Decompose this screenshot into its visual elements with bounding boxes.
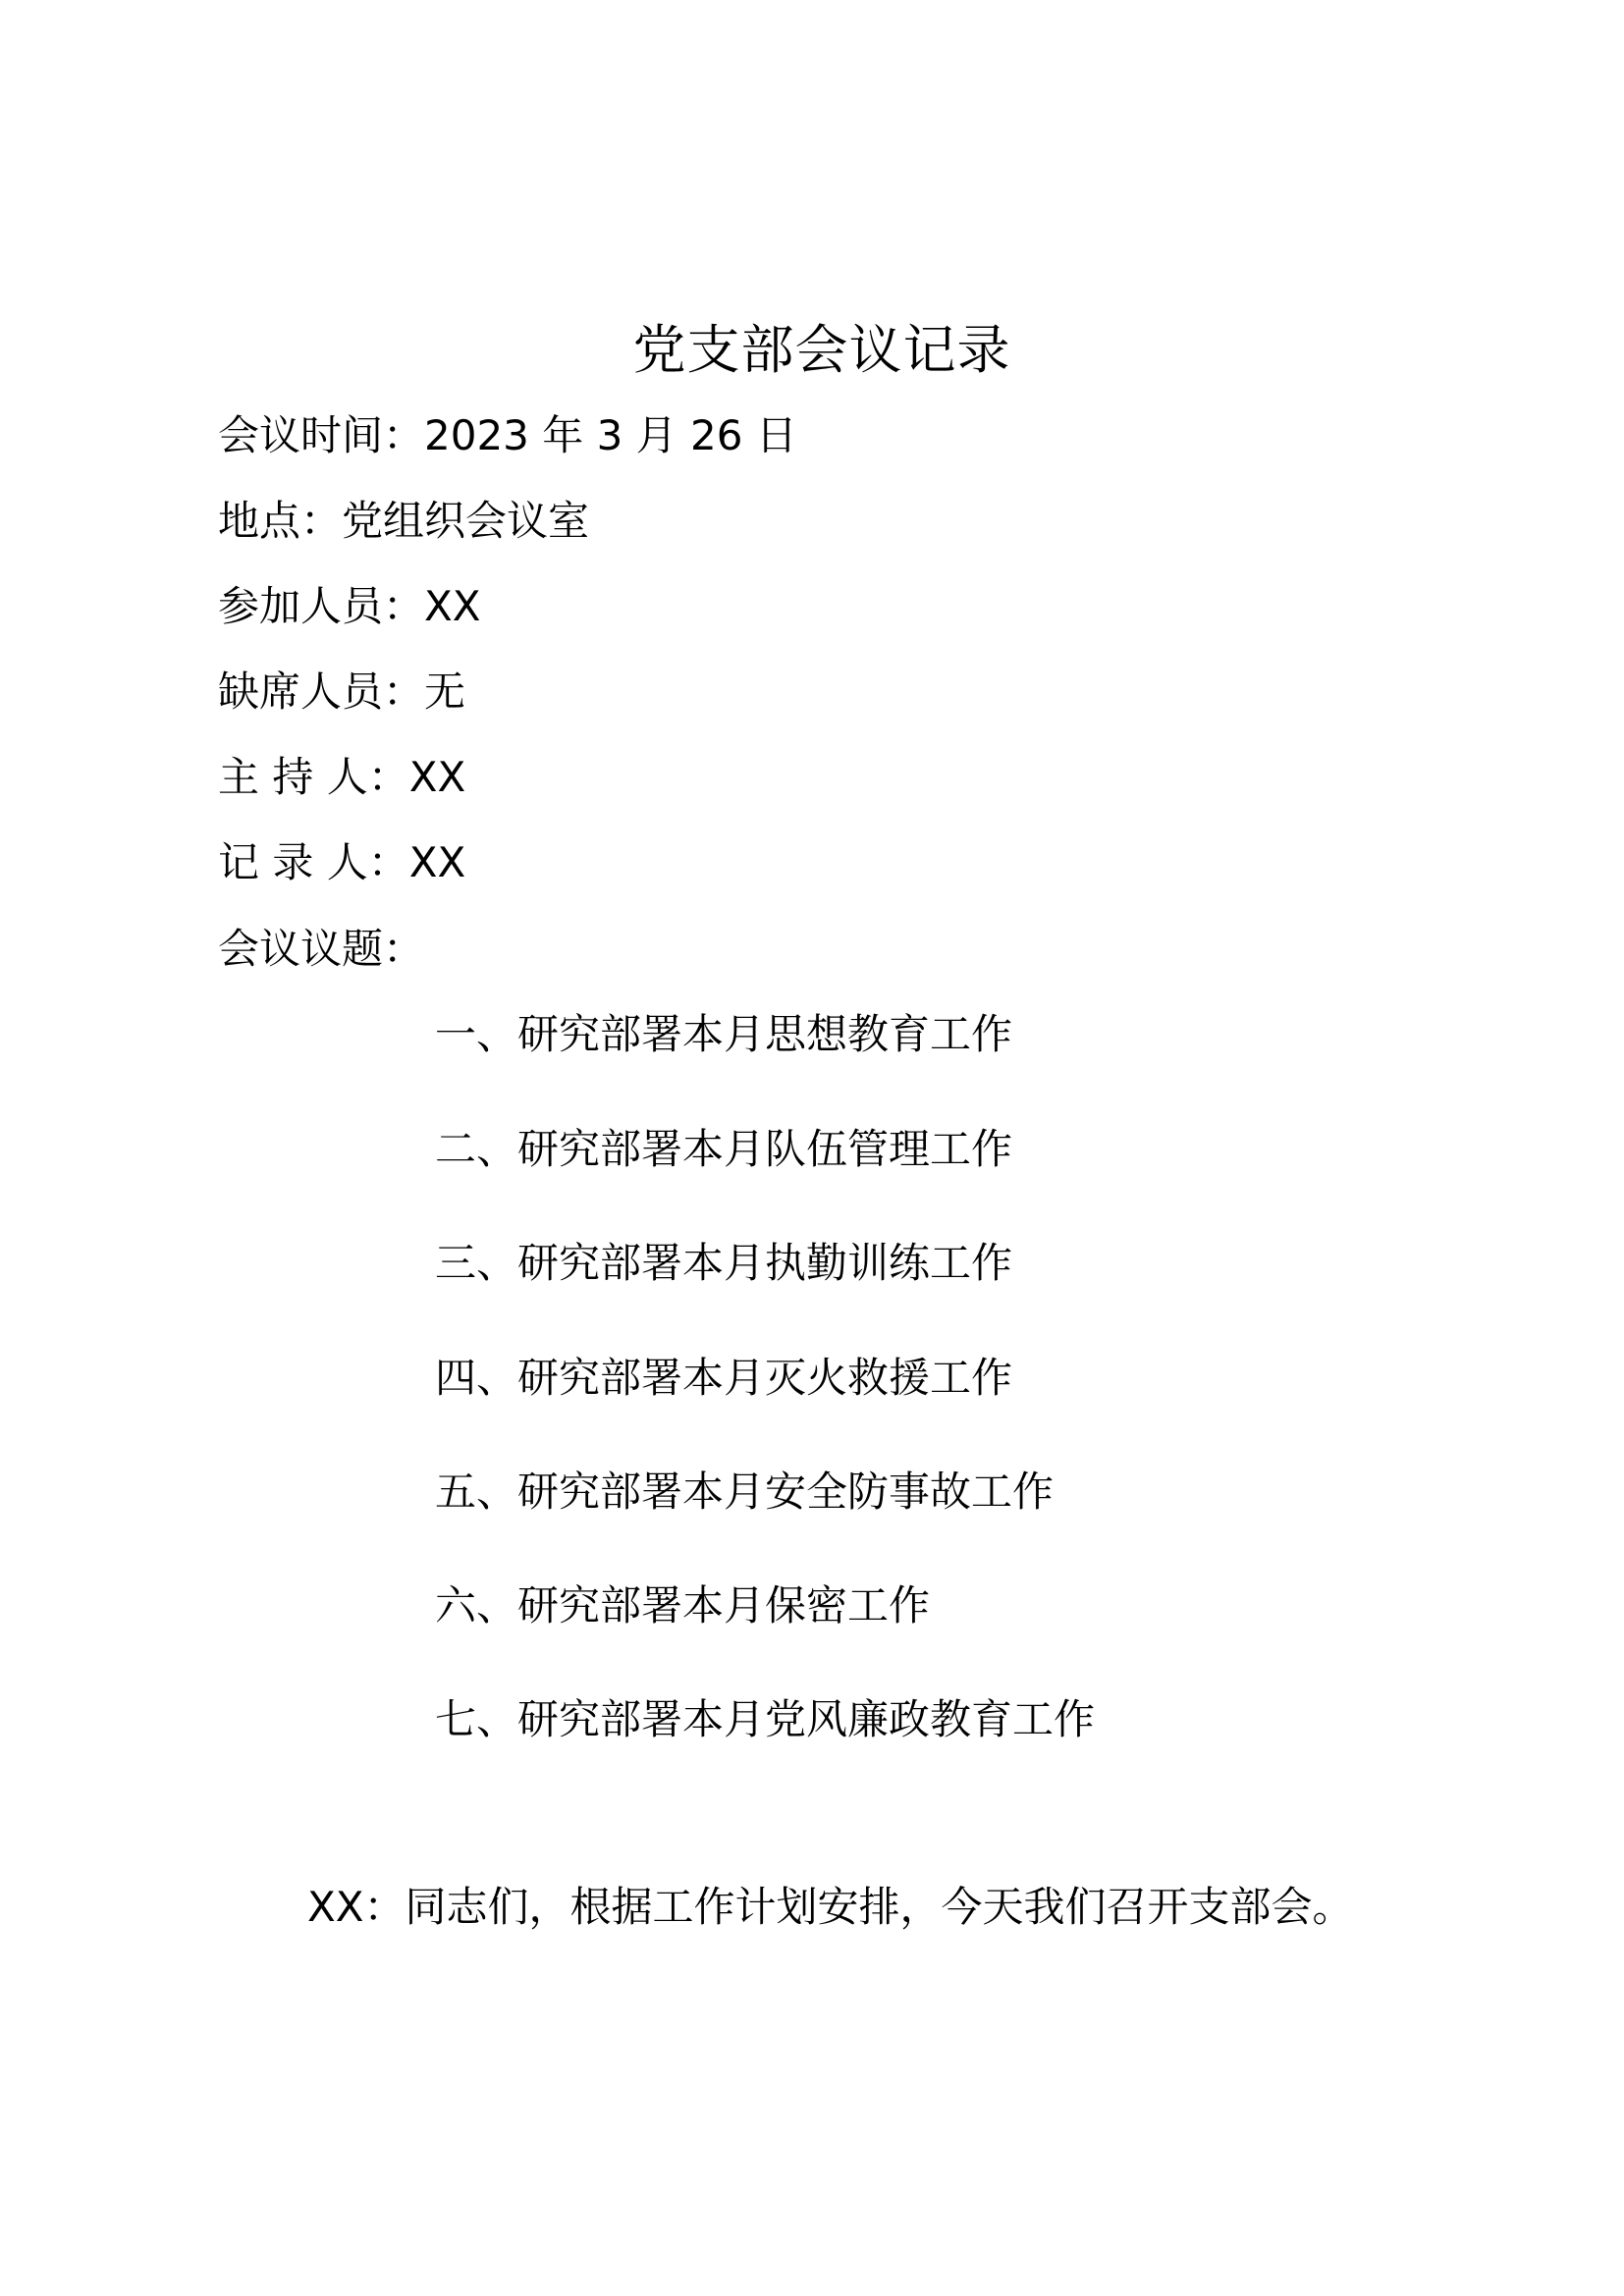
field-label: 地点： xyxy=(218,497,343,545)
agenda-item: 七、研究部署本月党风廉政教育工作 xyxy=(435,1695,1096,1743)
field-recorder xyxy=(218,838,465,887)
agenda-item: 六、研究部署本月保密工作 xyxy=(435,1581,931,1629)
field-attendees xyxy=(218,582,481,631)
field-meeting-time xyxy=(218,411,797,460)
document-title: 党支部会议记录 xyxy=(632,319,1011,381)
field-value: XX xyxy=(408,753,466,801)
field-label: 参加人员： xyxy=(218,582,425,630)
field-label: 主 持 人： xyxy=(218,753,409,801)
body-paragraph: XX：同志们，根据工作计划安排，今天我们召开支部会。 xyxy=(307,1883,1354,1931)
field-value: 2023 年 3 月 26 日 xyxy=(424,411,797,459)
agenda-item: 五、研究部署本月安全防事故工作 xyxy=(435,1468,1055,1516)
field-host xyxy=(218,753,465,802)
field-label: 缺席人员： xyxy=(218,667,425,716)
field-value: 党组织会议室 xyxy=(342,497,590,545)
field-agenda-heading xyxy=(218,925,424,974)
agenda-item: 三、研究部署本月执勤训练工作 xyxy=(435,1239,1013,1287)
field-label: 会议议题： xyxy=(218,925,425,973)
field-label: 记 录 人： xyxy=(218,838,409,886)
agenda-item: 一、研究部署本月思想教育工作 xyxy=(435,1010,1013,1058)
field-value: XX xyxy=(424,582,481,630)
field-label: 会议时间： xyxy=(218,411,425,459)
field-location xyxy=(218,497,589,546)
agenda-item: 二、研究部署本月队伍管理工作 xyxy=(435,1125,1013,1173)
field-value: XX xyxy=(408,838,466,886)
field-value: 无 xyxy=(424,667,466,716)
field-absentees xyxy=(218,667,465,717)
agenda-item: 四、研究部署本月灭火救援工作 xyxy=(435,1354,1013,1402)
